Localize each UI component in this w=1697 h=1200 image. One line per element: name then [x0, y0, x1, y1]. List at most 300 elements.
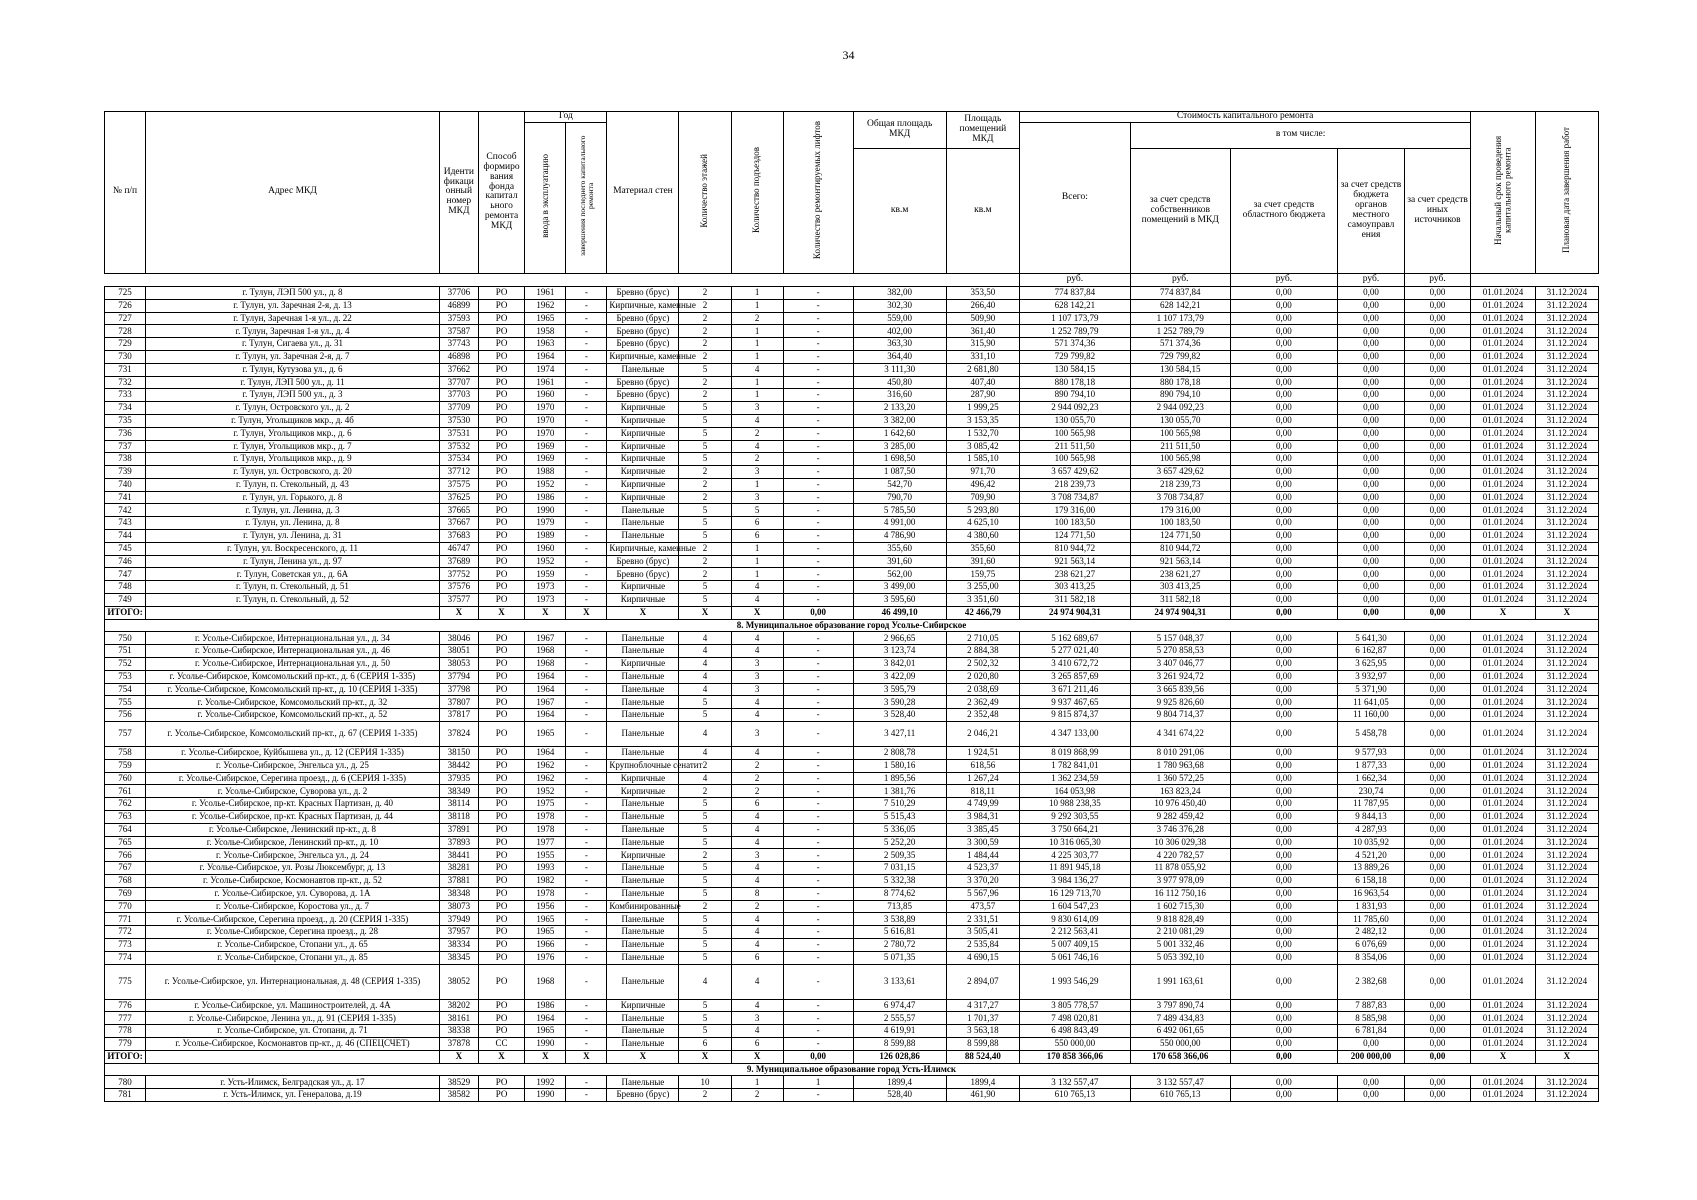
row-floors: 2: [679, 478, 731, 491]
row-cost-other: 0,00: [1404, 887, 1471, 900]
row-method: РО: [478, 913, 525, 926]
row-cost-owners: 303 413,25: [1130, 581, 1230, 594]
row-start-date: 01.01.2024: [1471, 938, 1535, 951]
row-cost-total: 3 671 211,46: [1019, 683, 1130, 696]
row-cost-total: 610 765,13: [1019, 1089, 1130, 1102]
row-cost-total: 311 582,18: [1019, 594, 1130, 607]
row-year-last-repair: -: [566, 747, 607, 760]
row-floors: 2: [679, 785, 731, 798]
row-address: г. Усолье-Сибирское, Стопани ул., д. 85: [146, 951, 440, 964]
row-year-commission: 1993: [525, 862, 566, 875]
row-method: РО: [478, 645, 525, 658]
row-start-date: 01.01.2024: [1471, 670, 1535, 683]
row-start-date: 01.01.2024: [1471, 466, 1535, 479]
row-cost-regional: 0,00: [1230, 389, 1338, 402]
row-cost-other: 0,00: [1404, 1025, 1471, 1038]
row-cost-regional: 0,00: [1230, 798, 1338, 811]
row-cost-total: 3 410 672,72: [1019, 658, 1130, 671]
table-row: [105, 466, 1599, 479]
total-local: 0,00: [1338, 606, 1405, 619]
row-elevators: -: [783, 836, 853, 849]
row-address: г. Усть-Илимск, ул. Генералова, д.19: [146, 1089, 440, 1102]
row-year-last-repair: -: [566, 811, 607, 824]
row-entrances: 2: [731, 312, 783, 325]
row-address: г. Тулун, ЛЭП 500 ул., д. 3: [146, 389, 440, 402]
row-number: 762: [105, 798, 146, 811]
row-cost-total: 550 000,00: [1019, 1037, 1130, 1050]
row-id: 37824: [439, 722, 478, 747]
row-elevators: -: [783, 440, 853, 453]
row-floors: 4: [679, 670, 731, 683]
row-wall-material: Панельные: [607, 747, 679, 760]
row-start-date: 01.01.2024: [1471, 849, 1535, 862]
row-cost-other: 0,00: [1404, 670, 1471, 683]
row-method: РО: [478, 785, 525, 798]
row-cost-other: 0,00: [1404, 862, 1471, 875]
col-year-commission-header: [525, 122, 566, 273]
col-end-date-label: Плановая дата завершения работ: [1561, 127, 1572, 254]
row-id: 37683: [439, 530, 478, 543]
row-entrances: 3: [731, 849, 783, 862]
row-cost-owners: 1 107 173,79: [1130, 312, 1230, 325]
row-cost-local: 4 521,20: [1338, 849, 1405, 862]
row-wall-material: Кирпичные: [607, 785, 679, 798]
row-year-commission: 1952: [525, 555, 566, 568]
row-wall-material: Кирпичные: [607, 478, 679, 491]
row-floors: 2: [679, 568, 731, 581]
row-start-date: 01.01.2024: [1471, 389, 1535, 402]
row-end-date: 31.12.2024: [1535, 913, 1598, 926]
row-id: 37532: [439, 440, 478, 453]
row-id: 38114: [439, 798, 478, 811]
row-end-date: 31.12.2024: [1535, 722, 1598, 747]
row-method: РО: [478, 363, 525, 376]
table-row: [105, 811, 1599, 824]
row-cost-owners: 5 053 392,10: [1130, 951, 1230, 964]
row-premises-area: 1 924,51: [946, 747, 1019, 760]
row-premises-area: 2 046,21: [946, 722, 1019, 747]
row-method: РО: [478, 683, 525, 696]
row-cost-other: 0,00: [1404, 811, 1471, 824]
row-method: РО: [478, 722, 525, 747]
row-cost-owners: 3 657 429,62: [1130, 466, 1230, 479]
row-premises-area: 1 999,25: [946, 402, 1019, 415]
row-premises-area: 1 532,70: [946, 427, 1019, 440]
row-number: 753: [105, 670, 146, 683]
row-cost-other: 0,00: [1404, 466, 1471, 479]
row-entrances: 4: [731, 645, 783, 658]
row-cost-total: 5 277 021,40: [1019, 645, 1130, 658]
row-number: 731: [105, 363, 146, 376]
row-year-commission: 1986: [525, 491, 566, 504]
row-wall-material: Панельные: [607, 913, 679, 926]
row-year-last-repair: -: [566, 440, 607, 453]
table-row: [105, 350, 1599, 363]
row-number: 781: [105, 1089, 146, 1102]
row-total-area: 2 780,72: [853, 938, 946, 951]
row-floors: 4: [679, 964, 731, 999]
row-id: 37530: [439, 414, 478, 427]
row-cost-regional: 0,00: [1230, 350, 1338, 363]
row-method: РО: [478, 696, 525, 709]
row-cost-other: 0,00: [1404, 926, 1471, 939]
row-cost-total: 8 019 868,99: [1019, 747, 1130, 760]
row-cost-total: 3 265 857,69: [1019, 670, 1130, 683]
row-cost-other: 0,00: [1404, 913, 1471, 926]
row-premises-area: 3 085,42: [946, 440, 1019, 453]
row-cost-other: 0,00: [1404, 849, 1471, 862]
row-cost-regional: 0,00: [1230, 530, 1338, 543]
row-cost-owners: 179 316,00: [1130, 504, 1230, 517]
section-heading-row: [105, 619, 1599, 632]
row-cost-owners: 11 878 055,92: [1130, 862, 1230, 875]
row-start-date: 01.01.2024: [1471, 811, 1535, 824]
col-elevators-header: [783, 112, 853, 274]
row-elevators: -: [783, 312, 853, 325]
row-address: г. Тулун, Угольщиков мкр., д. 9: [146, 453, 440, 466]
total-x-method: X: [478, 1050, 525, 1063]
row-cost-owners: 3 746 376,28: [1130, 823, 1230, 836]
table-row: [105, 1025, 1599, 1038]
row-cost-other: 0,00: [1404, 696, 1471, 709]
row-elevators: -: [783, 414, 853, 427]
row-cost-owners: 10 306 029,38: [1130, 836, 1230, 849]
row-premises-area: 391,60: [946, 555, 1019, 568]
row-end-date: 31.12.2024: [1535, 376, 1598, 389]
row-year-commission: 1964: [525, 670, 566, 683]
row-number: 757: [105, 722, 146, 747]
row-method: РО: [478, 427, 525, 440]
row-cost-owners: 311 582,18: [1130, 594, 1230, 607]
table-body: [105, 286, 1599, 1101]
row-total-area: 1 381,76: [853, 785, 946, 798]
row-total-area: 5 071,35: [853, 951, 946, 964]
row-premises-area: 509,90: [946, 312, 1019, 325]
row-cost-local: 11 785,60: [1338, 913, 1405, 926]
row-number: 738: [105, 453, 146, 466]
row-cost-other: 0,00: [1404, 785, 1471, 798]
row-start-date: 01.01.2024: [1471, 1076, 1535, 1089]
row-end-date: 31.12.2024: [1535, 286, 1598, 299]
row-elevators: -: [783, 747, 853, 760]
row-cost-owners: 9 925 826,60: [1130, 696, 1230, 709]
row-address: г. Усолье-Сибирское, Серегина проезд., д. 6 (СЕРИЯ 1-335): [146, 772, 440, 785]
row-cost-other: 0,00: [1404, 427, 1471, 440]
row-start-date: 01.01.2024: [1471, 555, 1535, 568]
row-cost-total: 810 944,72: [1019, 542, 1130, 555]
row-total-area: 3 842,01: [853, 658, 946, 671]
table-row: [105, 670, 1599, 683]
row-cost-regional: 0,00: [1230, 504, 1338, 517]
row-start-date: 01.01.2024: [1471, 1012, 1535, 1025]
row-end-date: 31.12.2024: [1535, 325, 1598, 338]
row-method: РО: [478, 542, 525, 555]
row-wall-material: Панельные: [607, 530, 679, 543]
row-cost-owners: 163 823,24: [1130, 785, 1230, 798]
row-year-last-repair: -: [566, 785, 607, 798]
row-id: 37706: [439, 286, 478, 299]
row-end-date: 31.12.2024: [1535, 530, 1598, 543]
row-number: 741: [105, 491, 146, 504]
row-cost-owners: 238 621,27: [1130, 568, 1230, 581]
row-end-date: 31.12.2024: [1535, 887, 1598, 900]
row-end-date: 31.12.2024: [1535, 1037, 1598, 1050]
row-floors: 5: [679, 581, 731, 594]
row-cost-owners: 130 584,15: [1130, 363, 1230, 376]
row-year-commission: 1978: [525, 811, 566, 824]
row-method: РО: [478, 938, 525, 951]
row-method: РО: [478, 478, 525, 491]
row-cost-total: 164 053,98: [1019, 785, 1130, 798]
row-start-date: 01.01.2024: [1471, 798, 1535, 811]
row-id: 38281: [439, 862, 478, 875]
row-address: г. Усолье-Сибирское, Серегина проезд., д. 28: [146, 926, 440, 939]
row-elevators: -: [783, 1089, 853, 1102]
row-wall-material: Панельные: [607, 645, 679, 658]
row-cost-total: 7 498 020,81: [1019, 1012, 1130, 1025]
row-number: 750: [105, 632, 146, 645]
row-number: 771: [105, 913, 146, 926]
row-cost-total: 100 565,98: [1019, 453, 1130, 466]
row-elevators: -: [783, 759, 853, 772]
row-premises-area: 159,75: [946, 568, 1019, 581]
row-cost-owners: 3 797 890,74: [1130, 999, 1230, 1012]
row-method: РО: [478, 1012, 525, 1025]
row-cost-other: 0,00: [1404, 440, 1471, 453]
row-end-date: 31.12.2024: [1535, 836, 1598, 849]
row-wall-material: Кирпичные: [607, 402, 679, 415]
unit-premises-area: кв.м: [946, 148, 1019, 273]
row-start-date: 01.01.2024: [1471, 632, 1535, 645]
row-elevators: -: [783, 938, 853, 951]
row-cost-owners: 810 944,72: [1130, 542, 1230, 555]
total-x-id: X: [439, 606, 478, 619]
row-year-last-repair: -: [566, 491, 607, 504]
row-cost-local: 0,00: [1338, 478, 1405, 491]
row-method: РО: [478, 440, 525, 453]
row-cost-owners: 3 665 839,56: [1130, 683, 1230, 696]
row-cost-other: 0,00: [1404, 581, 1471, 594]
row-method: РО: [478, 414, 525, 427]
row-wall-material: Панельные: [607, 517, 679, 530]
row-number: 775: [105, 964, 146, 999]
row-elevators: -: [783, 1025, 853, 1038]
table-row: [105, 836, 1599, 849]
row-id: 46747: [439, 542, 478, 555]
row-id: 38046: [439, 632, 478, 645]
row-cost-other: 0,00: [1404, 338, 1471, 351]
row-cost-local: 0,00: [1338, 466, 1405, 479]
row-cost-total: 3 657 429,62: [1019, 466, 1130, 479]
row-wall-material: Бревно (брус): [607, 1089, 679, 1102]
row-cost-owners: 16 112 750,16: [1130, 887, 1230, 900]
unit-spacer: [105, 273, 1020, 286]
row-cost-local: 0,00: [1338, 312, 1405, 325]
row-entrances: 1: [731, 299, 783, 312]
row-entrances: 8: [731, 887, 783, 900]
row-number: 747: [105, 568, 146, 581]
row-entrances: 2: [731, 453, 783, 466]
row-cost-owners: 8 010 291,06: [1130, 747, 1230, 760]
row-cost-local: 0,00: [1338, 555, 1405, 568]
total-owners: 24 974 904,31: [1130, 606, 1230, 619]
row-cost-regional: 0,00: [1230, 964, 1338, 999]
row-number: 766: [105, 849, 146, 862]
row-end-date: 31.12.2024: [1535, 350, 1598, 363]
row-entrances: 1: [731, 376, 783, 389]
row-floors: 5: [679, 414, 731, 427]
row-cost-owners: 610 765,13: [1130, 1089, 1230, 1102]
row-total-area: 2 133,20: [853, 402, 946, 415]
row-id: 37689: [439, 555, 478, 568]
row-premises-area: 3 505,41: [946, 926, 1019, 939]
row-year-last-repair: -: [566, 1012, 607, 1025]
table-row: [105, 759, 1599, 772]
row-start-date: 01.01.2024: [1471, 913, 1535, 926]
row-total-area: 2 509,35: [853, 849, 946, 862]
row-number: 728: [105, 325, 146, 338]
row-method: РО: [478, 926, 525, 939]
row-number: 733: [105, 389, 146, 402]
row-start-date: 01.01.2024: [1471, 696, 1535, 709]
row-premises-area: 2 710,05: [946, 632, 1019, 645]
row-year-last-repair: -: [566, 568, 607, 581]
total-label: ИТОГО:: [105, 1050, 146, 1063]
row-cost-other: 0,00: [1404, 568, 1471, 581]
row-id: 46899: [439, 299, 478, 312]
row-elevators: -: [783, 658, 853, 671]
row-entrances: 1: [731, 338, 783, 351]
row-year-commission: 1952: [525, 785, 566, 798]
row-cost-total: 9 937 467,65: [1019, 696, 1130, 709]
row-wall-material: Панельные: [607, 504, 679, 517]
row-address: г. Усолье-Сибирское, ул. Розы Люксембург, д. 13: [146, 862, 440, 875]
col-start-date-header: [1471, 112, 1535, 274]
row-cost-regional: 0,00: [1230, 376, 1338, 389]
col-other-header: за счет средств иных источников: [1404, 148, 1471, 273]
row-number: 730: [105, 350, 146, 363]
row-wall-material: Кирпичные: [607, 414, 679, 427]
row-total-area: 7 031,15: [853, 862, 946, 875]
row-elevators: -: [783, 350, 853, 363]
row-cost-other: 0,00: [1404, 836, 1471, 849]
row-wall-material: Кирпичные, каменные: [607, 542, 679, 555]
row-wall-material: Панельные: [607, 938, 679, 951]
row-year-last-repair: -: [566, 709, 607, 722]
row-cost-owners: 9 818 828,49: [1130, 913, 1230, 926]
row-year-commission: 1965: [525, 722, 566, 747]
row-start-date: 01.01.2024: [1471, 1025, 1535, 1038]
row-elevators: -: [783, 798, 853, 811]
row-wall-material: Бревно (брус): [607, 568, 679, 581]
row-cost-local: 5 641,30: [1338, 632, 1405, 645]
table-row: [105, 568, 1599, 581]
row-year-commission: 1976: [525, 951, 566, 964]
row-address: г. Усолье-Сибирское, Комсомольский пр-кт., д. 67 (СЕРИЯ 1-335): [146, 722, 440, 747]
col-entrances-header: [731, 112, 783, 274]
row-year-commission: 1967: [525, 632, 566, 645]
row-elevators: -: [783, 913, 853, 926]
row-start-date: 01.01.2024: [1471, 823, 1535, 836]
row-total-area: 542,70: [853, 478, 946, 491]
row-floors: 2: [679, 849, 731, 862]
row-end-date: 31.12.2024: [1535, 632, 1598, 645]
row-year-commission: 1966: [525, 938, 566, 951]
row-wall-material: Бревно (брус): [607, 286, 679, 299]
row-cost-regional: 0,00: [1230, 862, 1338, 875]
row-address: г. Тулун, Угольщиков мкр., д. 4б: [146, 414, 440, 427]
row-cost-regional: 0,00: [1230, 440, 1338, 453]
row-address: г. Тулун, ул. Ленина, д. 31: [146, 530, 440, 543]
row-total-area: 3 595,60: [853, 594, 946, 607]
total-elevators: 0,00: [783, 1050, 853, 1063]
row-method: РО: [478, 1025, 525, 1038]
row-cost-local: 0,00: [1338, 1089, 1405, 1102]
row-cost-regional: 0,00: [1230, 823, 1338, 836]
row-year-last-repair: -: [566, 759, 607, 772]
table-row: [105, 312, 1599, 325]
section-title: 8. Муниципальное образование город Усолье-Сибирское: [105, 619, 1599, 632]
row-wall-material: Панельные: [607, 632, 679, 645]
row-cost-regional: 0,00: [1230, 849, 1338, 862]
row-cost-owners: 3 708 734,87: [1130, 491, 1230, 504]
row-cost-owners: 2 210 081,29: [1130, 926, 1230, 939]
row-id: 37752: [439, 568, 478, 581]
row-end-date: 31.12.2024: [1535, 811, 1598, 824]
row-cost-owners: 5 157 048,37: [1130, 632, 1230, 645]
row-method: РО: [478, 530, 525, 543]
row-cost-other: 0,00: [1404, 478, 1471, 491]
row-end-date: 31.12.2024: [1535, 466, 1598, 479]
row-cost-local: 0,00: [1338, 517, 1405, 530]
row-elevators: -: [783, 325, 853, 338]
table-row: [105, 542, 1599, 555]
row-entrances: 3: [731, 722, 783, 747]
row-id: 37577: [439, 594, 478, 607]
row-wall-material: Кирпичные: [607, 772, 679, 785]
row-wall-material: Крупноблочные сенатит: [607, 759, 679, 772]
table-row: [105, 645, 1599, 658]
row-cost-regional: 0,00: [1230, 658, 1338, 671]
row-address: г. Тулун, ул. Заречная 2-я, д. 7: [146, 350, 440, 363]
row-number: 725: [105, 286, 146, 299]
unit-regional: руб.: [1230, 273, 1338, 286]
row-number: 780: [105, 1076, 146, 1089]
row-start-date: 01.01.2024: [1471, 363, 1535, 376]
row-cost-total: 2 212 563,41: [1019, 926, 1130, 939]
row-premises-area: 3 300,59: [946, 836, 1019, 849]
row-cost-total: 16 129 713,70: [1019, 887, 1130, 900]
row-number: 764: [105, 823, 146, 836]
row-cost-other: 0,00: [1404, 299, 1471, 312]
row-total-area: 790,70: [853, 491, 946, 504]
row-cost-other: 0,00: [1404, 350, 1471, 363]
row-cost-other: 0,00: [1404, 951, 1471, 964]
row-number: 752: [105, 658, 146, 671]
row-cost-local: 0,00: [1338, 299, 1405, 312]
row-year-last-repair: -: [566, 1037, 607, 1050]
row-end-date: 31.12.2024: [1535, 823, 1598, 836]
row-year-last-repair: -: [566, 555, 607, 568]
row-total-area: 3 499,00: [853, 581, 946, 594]
row-cost-owners: 628 142,21: [1130, 299, 1230, 312]
row-year-last-repair: -: [566, 402, 607, 415]
row-wall-material: Панельные: [607, 875, 679, 888]
unit-owners: руб.: [1130, 273, 1230, 286]
row-start-date: 01.01.2024: [1471, 1037, 1535, 1050]
row-cost-other: 0,00: [1404, 709, 1471, 722]
row-start-date: 01.01.2024: [1471, 414, 1535, 427]
